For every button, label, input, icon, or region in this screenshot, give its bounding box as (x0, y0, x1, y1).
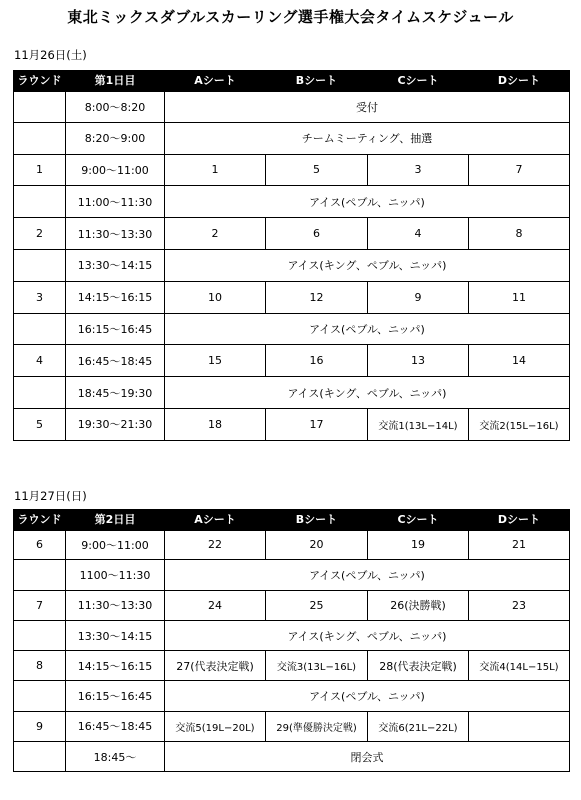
round-cell: 3 (14, 281, 66, 313)
header-cell: Bシート (266, 510, 368, 530)
sheet-cell: 23 (469, 590, 570, 620)
table-row (14, 681, 570, 711)
table-row (14, 345, 570, 377)
header-cell: Dシート (469, 71, 570, 91)
time-cell: 8:00〜8:20 (66, 91, 165, 123)
header-cell: Aシート (165, 71, 266, 91)
day2-schedule-table (13, 509, 570, 772)
round-cell: 6 (14, 530, 66, 560)
header-cell: ラウンド (14, 510, 66, 530)
sheet-cell: 20 (266, 530, 368, 560)
activity-cell: アイス(キング、ペブル、ニッパ) (165, 377, 570, 409)
sheet-cell: 交流2(15L−16L) (469, 408, 570, 440)
table-header-row (14, 510, 570, 530)
round-cell (14, 313, 66, 345)
day1-date: 11月26日(土) (14, 48, 87, 62)
round-cell (14, 377, 66, 409)
activity-cell: アイス(キング、ペブル、ニッパ) (165, 620, 570, 650)
round-cell (14, 620, 66, 650)
table-row (14, 408, 570, 440)
table-row (14, 91, 570, 123)
table-row (14, 742, 570, 772)
round-cell: 4 (14, 345, 66, 377)
sheet-cell: 2 (165, 218, 266, 250)
activity-cell: アイス(ペブル、ニッパ) (165, 313, 570, 345)
table-row (14, 651, 570, 681)
table-row (14, 122, 570, 154)
round-cell: 7 (14, 590, 66, 620)
time-cell: 14:15〜16:15 (66, 281, 165, 313)
round-cell: 5 (14, 408, 66, 440)
header-cell: Cシート (368, 510, 469, 530)
table-row (14, 530, 570, 560)
time-cell: 14:15〜16:15 (66, 651, 165, 681)
sheet-cell: 9 (368, 281, 469, 313)
round-cell: 8 (14, 651, 66, 681)
header-cell: ラウンド (14, 71, 66, 91)
sheet-cell: 14 (469, 345, 570, 377)
sheet-cell: 11 (469, 281, 570, 313)
activity-cell: アイス(ペブル、ニッパ) (165, 186, 570, 218)
table-row (14, 186, 570, 218)
round-cell (14, 91, 66, 123)
time-cell: 16:15〜16:45 (66, 313, 165, 345)
activity-cell: アイス(キング、ペブル、ニッパ) (165, 249, 570, 281)
table-row (14, 249, 570, 281)
sheet-cell: 27(代表決定戦) (165, 651, 266, 681)
round-cell (14, 122, 66, 154)
time-cell: 18:45〜19:30 (66, 377, 165, 409)
sheet-cell: 交流4(14L−15L) (469, 651, 570, 681)
round-cell: 9 (14, 711, 66, 741)
activity-cell: 閉会式 (165, 742, 570, 772)
round-cell (14, 249, 66, 281)
time-cell: 11:00〜11:30 (66, 186, 165, 218)
time-cell: 9:00〜11:00 (66, 154, 165, 186)
round-cell (14, 560, 66, 590)
activity-cell: チームミーティング、抽選 (165, 122, 570, 154)
time-cell: 16:45〜18:45 (66, 711, 165, 741)
table-row (14, 560, 570, 590)
table-row (14, 281, 570, 313)
header-cell: Dシート (469, 510, 570, 530)
sheet-cell: 26(決勝戦) (368, 590, 469, 620)
page-title: 東北ミックスダブルスカーリング選手権大会タイムスケジュール (67, 8, 514, 26)
round-cell (14, 186, 66, 218)
round-cell (14, 742, 66, 772)
sheet-cell: 18 (165, 408, 266, 440)
sheet-cell: 6 (266, 218, 368, 250)
time-cell: 18:45〜 (66, 742, 165, 772)
header-cell: Aシート (165, 510, 266, 530)
sheet-cell: 交流1(13L−14L) (368, 408, 469, 440)
sheet-cell: 15 (165, 345, 266, 377)
sheet-cell: 19 (368, 530, 469, 560)
sheet-cell: 24 (165, 590, 266, 620)
header-cell: 第2日目 (66, 510, 165, 530)
sheet-cell: 13 (368, 345, 469, 377)
sheet-cell: 1 (165, 154, 266, 186)
table-row (14, 313, 570, 345)
header-cell: 第1日目 (66, 71, 165, 91)
activity-cell: アイス(ペブル、ニッパ) (165, 681, 570, 711)
sheet-cell: 10 (165, 281, 266, 313)
day1-schedule-table (13, 70, 570, 441)
sheet-cell: 21 (469, 530, 570, 560)
activity-cell: 受付 (165, 91, 570, 123)
time-cell: 1100〜11:30 (66, 560, 165, 590)
table-row (14, 154, 570, 186)
header-cell: Cシート (368, 71, 469, 91)
time-cell: 11:30〜13:30 (66, 590, 165, 620)
sheet-cell: 22 (165, 530, 266, 560)
sheet-cell: 7 (469, 154, 570, 186)
table-row (14, 620, 570, 650)
activity-cell: アイス(ペブル、ニッパ) (165, 560, 570, 590)
time-cell: 13:30〜14:15 (66, 249, 165, 281)
sheet-cell: 交流3(13L−16L) (266, 651, 368, 681)
sheet-cell: 3 (368, 154, 469, 186)
sheet-cell: 8 (469, 218, 570, 250)
time-cell: 16:15〜16:45 (66, 681, 165, 711)
header-cell: Bシート (266, 71, 368, 91)
table-row (14, 218, 570, 250)
sheet-cell: 交流5(19L−20L) (165, 711, 266, 741)
time-cell: 19:30〜21:30 (66, 408, 165, 440)
time-cell: 16:45〜18:45 (66, 345, 165, 377)
sheet-cell: 16 (266, 345, 368, 377)
time-cell: 8:20〜9:00 (66, 122, 165, 154)
sheet-cell: 12 (266, 281, 368, 313)
time-cell: 9:00〜11:00 (66, 530, 165, 560)
round-cell: 2 (14, 218, 66, 250)
table-row (14, 711, 570, 741)
table-row (14, 590, 570, 620)
sheet-cell: 17 (266, 408, 368, 440)
table-row (14, 377, 570, 409)
sheet-cell: 25 (266, 590, 368, 620)
time-cell: 13:30〜14:15 (66, 620, 165, 650)
table-header-row (14, 71, 570, 91)
sheet-cell (469, 711, 570, 741)
sheet-cell: 交流6(21L−22L) (368, 711, 469, 741)
sheet-cell: 28(代表決定戦) (368, 651, 469, 681)
round-cell: 1 (14, 154, 66, 186)
round-cell (14, 681, 66, 711)
sheet-cell: 4 (368, 218, 469, 250)
sheet-cell: 5 (266, 154, 368, 186)
time-cell: 11:30〜13:30 (66, 218, 165, 250)
sheet-cell: 29(準優勝決定戦) (266, 711, 368, 741)
day2-date: 11月27日(日) (14, 489, 87, 503)
